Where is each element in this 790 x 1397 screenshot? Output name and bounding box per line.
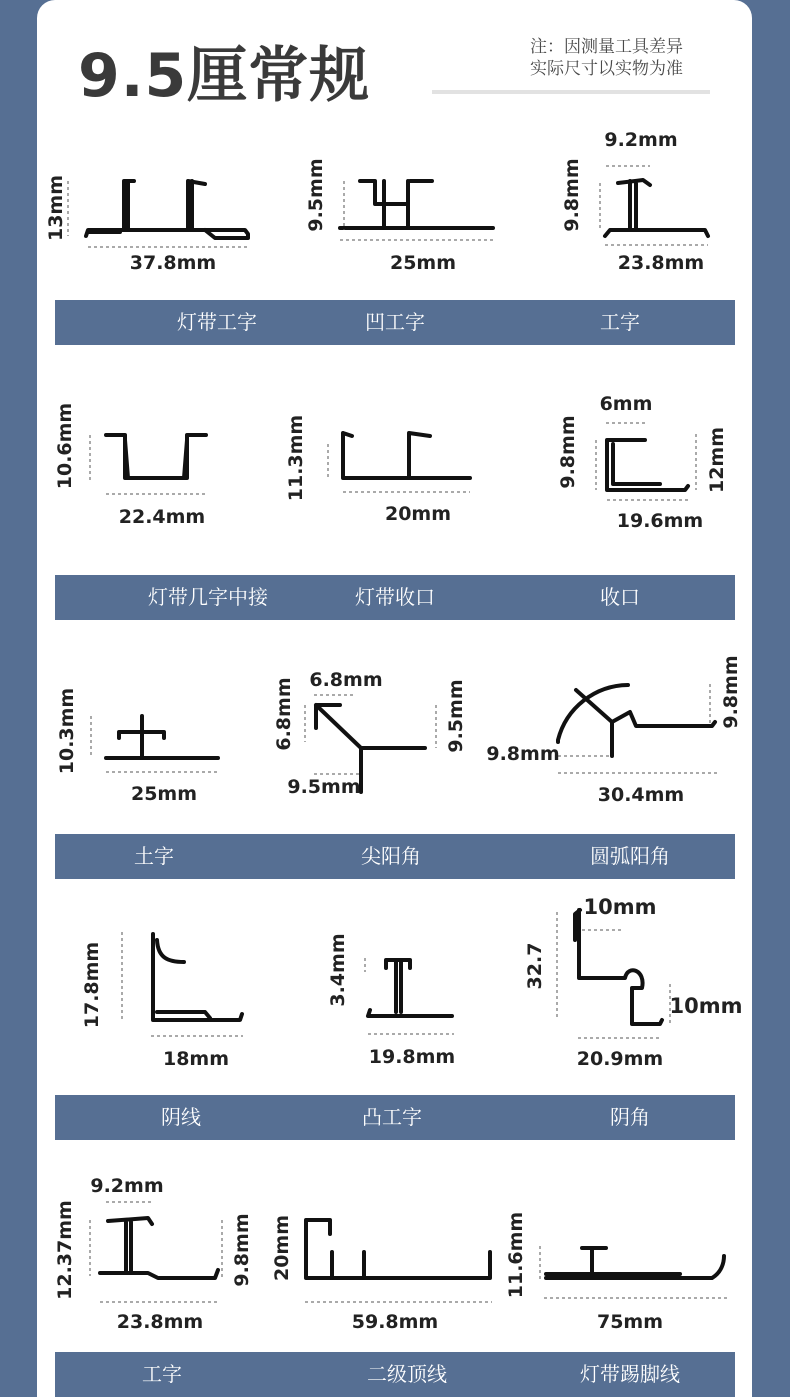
profile-earth-shape	[56, 688, 218, 805]
profile-cove-line	[81, 932, 243, 1070]
category-label: 二级顶线	[367, 1362, 447, 1386]
dim-label: 6.8mm	[309, 669, 383, 691]
category-label: 阴角	[610, 1105, 650, 1129]
dim-label: 12mm	[706, 426, 728, 494]
dim-label: 9.8mm	[557, 415, 579, 489]
profile-inner-corner	[524, 895, 743, 1070]
dim-label: 59.8mm	[351, 1311, 439, 1333]
category-label: 阴线	[161, 1105, 201, 1129]
profile-light-strip-hat-joint	[54, 403, 208, 528]
dim-label: 10.3mm	[56, 687, 78, 775]
dim-label: 20mm	[384, 503, 452, 525]
category-label: 工字	[600, 310, 640, 334]
dim-label: 11.3mm	[285, 414, 307, 502]
profile-shape	[106, 716, 218, 758]
profile-shape	[575, 910, 662, 1024]
profile-i-beam-1	[561, 129, 708, 274]
profile-light-strip-i-beam	[45, 175, 248, 274]
profile-recessed-i-beam	[305, 158, 495, 274]
category-bar-row-1	[55, 300, 735, 345]
profile-shape	[343, 433, 470, 478]
category-label: 工字	[142, 1362, 182, 1386]
category-bar-row-5	[55, 1352, 735, 1397]
profile-shape	[368, 960, 452, 1016]
dim-label: 75mm	[596, 1311, 664, 1333]
category-label: 灯带几字中接	[148, 585, 268, 609]
profile-round-outer-corner	[486, 655, 742, 806]
category-label: 灯带收口	[355, 585, 435, 609]
dim-label: 9.5mm	[445, 679, 467, 753]
profile-shape	[86, 181, 248, 238]
dim-label: 9.5mm	[305, 158, 327, 232]
dim-label: 13mm	[45, 174, 67, 242]
profile-shape	[605, 180, 708, 236]
dim-label: 23.8mm	[617, 252, 705, 274]
profile-sharp-outer-corner	[273, 669, 467, 798]
dim-label: 3.4mm	[327, 933, 349, 1007]
category-label: 收口	[600, 585, 640, 609]
dim-label: 9.8mm	[231, 1213, 253, 1287]
profile-edge-trim	[557, 393, 728, 532]
dim-label: 19.6mm	[616, 510, 704, 532]
profile-shape	[558, 685, 715, 756]
category-label: 凹工字	[365, 310, 425, 334]
profile-shape	[340, 181, 493, 228]
dim-label: 9.2mm	[604, 129, 678, 151]
dim-label: 9.5mm	[287, 776, 361, 798]
dim-label: 25mm	[130, 783, 198, 805]
category-label: 圆弧阳角	[590, 844, 670, 868]
category-label: 土字	[134, 844, 174, 868]
profile-light-strip-trim	[285, 415, 470, 525]
profile-shape	[607, 440, 688, 490]
note-line-1: 注：因测量工具差异	[530, 37, 683, 57]
dim-label: 10mm	[669, 994, 743, 1018]
dim-label: 32.7	[524, 942, 546, 990]
dim-label: 6mm	[599, 393, 653, 415]
dim-label: 20.9mm	[576, 1048, 664, 1070]
dim-label: 19.8mm	[368, 1046, 456, 1068]
note-line-2: 实际尺寸以实物为准	[530, 59, 683, 79]
dim-label: 25mm	[389, 252, 457, 274]
dim-label: 10.6mm	[54, 402, 76, 490]
dim-label: 9.8mm	[720, 655, 742, 729]
dim-label: 12.37mm	[54, 1200, 76, 1300]
category-label: 灯带工字	[177, 310, 257, 334]
dim-label: 9.8mm	[486, 743, 560, 765]
dim-label: 23.8mm	[116, 1311, 204, 1333]
profile-two-tier-ceiling-line	[271, 1215, 492, 1333]
dim-label: 9.8mm	[561, 158, 583, 232]
profile-i-beam-2	[54, 1175, 253, 1333]
dim-label: 18mm	[162, 1048, 230, 1070]
profile-shape	[106, 435, 206, 478]
dim-label: 22.4mm	[118, 506, 206, 528]
profile-raised-i-beam	[327, 933, 455, 1068]
dim-label: 10mm	[583, 895, 657, 919]
profile-shape	[306, 1220, 490, 1278]
profile-shape	[153, 934, 242, 1020]
category-label: 灯带踢脚线	[580, 1362, 680, 1386]
category-label: 尖阳角	[361, 844, 421, 868]
category-bar-row-4	[55, 1095, 735, 1140]
category-bar-row-3	[55, 834, 735, 879]
dim-label: 11.6mm	[505, 1211, 527, 1299]
page-title: 9.5厘常规	[78, 41, 371, 111]
profile-shape	[546, 1248, 724, 1278]
category-label: 凸工字	[362, 1105, 422, 1129]
dim-label: 37.8mm	[129, 252, 217, 274]
profile-shape	[100, 1218, 218, 1278]
dim-label: 30.4mm	[597, 784, 685, 806]
profile-light-strip-skirting	[505, 1212, 728, 1333]
dim-label: 20mm	[271, 1214, 293, 1282]
category-bar-row-2	[55, 575, 735, 620]
dim-label: 6.8mm	[273, 677, 295, 751]
dim-label: 9.2mm	[90, 1175, 164, 1197]
dim-label: 17.8mm	[81, 941, 103, 1029]
